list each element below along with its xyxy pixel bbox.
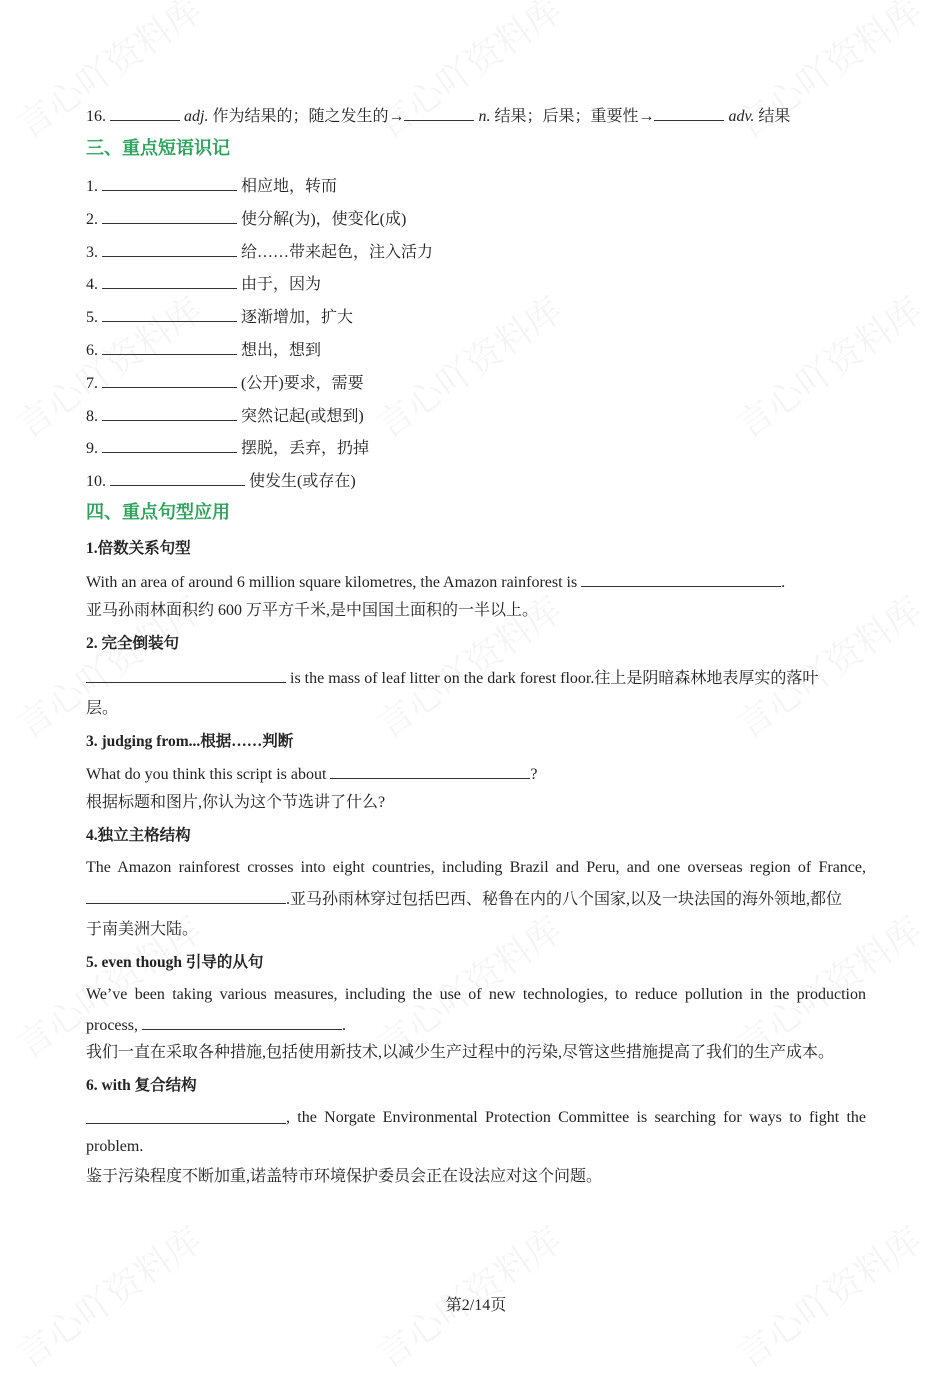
answer-blank[interactable] bbox=[102, 306, 237, 322]
phrase-meaning: 使分解(为)，使变化(成) bbox=[241, 210, 407, 228]
watermark bbox=[725, 583, 931, 749]
answer-blank[interactable] bbox=[102, 208, 237, 224]
phrase-meaning: 突然记起(或想到) bbox=[241, 407, 364, 425]
answer-blank[interactable] bbox=[102, 437, 237, 453]
sentence-en-cont: 层。 bbox=[86, 700, 119, 717]
subsection-title: 5. even though 引导的从句 bbox=[86, 954, 264, 971]
phrase-item bbox=[86, 273, 321, 295]
item-number: 3. bbox=[86, 243, 98, 261]
answer-blank[interactable] bbox=[102, 273, 237, 289]
pos-label: n. bbox=[478, 108, 491, 125]
punctuation: ? bbox=[530, 766, 538, 783]
answer-blank[interactable] bbox=[102, 372, 237, 388]
sentence-en bbox=[86, 667, 818, 689]
sentence-cn: 鉴于污染程度不断加重,诺盖特市环境保护委员会正在设法应对这个问题。 bbox=[86, 1168, 603, 1185]
pos-label: adv. bbox=[728, 108, 755, 125]
sentence-text: , the Norgate Environmental Protection Committee is searching for ways to fight the bbox=[286, 1109, 866, 1126]
phrase-item bbox=[86, 339, 321, 361]
answer-blank[interactable] bbox=[404, 105, 474, 121]
subsection-title: 2. 完全倒装句 bbox=[86, 635, 180, 652]
punctuation: . bbox=[781, 574, 786, 591]
subsection-title: 3. judging from...根据……判断 bbox=[86, 733, 294, 750]
answer-blank[interactable] bbox=[86, 1108, 286, 1124]
phrase-item bbox=[86, 405, 364, 427]
phrase-item bbox=[86, 208, 406, 230]
item-number: 5. bbox=[86, 309, 98, 327]
sentence-text: is the mass of leaf litter on the dark forest floor.往上是阴暗森林地表厚实的落叶 bbox=[290, 670, 819, 687]
answer-blank[interactable] bbox=[654, 105, 724, 121]
sentence-en bbox=[86, 1108, 866, 1128]
meaning-text: 结果；后果；重要性→ bbox=[494, 108, 655, 125]
phrase-meaning: 给……带来起色，注入活力 bbox=[241, 243, 434, 261]
phrase-meaning: 由于，因为 bbox=[241, 276, 322, 294]
phrase-meaning: 逐渐增加，扩大 bbox=[241, 309, 354, 327]
sentence-cn-cont: 于南美洲大陆。 bbox=[86, 921, 199, 938]
sentence-cn: 我们一直在采取各种措施,包括使用新技术,以减少生产过程中的污染,尽管这些措施提高了我们的生产成本。 bbox=[86, 1044, 835, 1061]
answer-blank[interactable] bbox=[581, 571, 781, 587]
item-number: 2. bbox=[86, 210, 98, 228]
sentence-en: We’ve been taking various measures, including the use of new technologies, to reduce pollution in the production bbox=[86, 986, 866, 1003]
vocab-item-16 bbox=[86, 105, 790, 127]
answer-blank[interactable] bbox=[330, 763, 530, 779]
sentence-en-cont bbox=[86, 1014, 346, 1036]
watermark bbox=[725, 283, 931, 449]
meaning-text: 作为结果的；随之发生的→ bbox=[212, 108, 405, 125]
phrase-item bbox=[86, 437, 369, 459]
answer-blank[interactable] bbox=[102, 241, 237, 257]
sentence-text: What do you think this script is about bbox=[86, 766, 327, 783]
item-number: 1. bbox=[86, 178, 98, 195]
item-number: 10. bbox=[86, 473, 106, 491]
answer-blank[interactable] bbox=[110, 470, 245, 486]
sentence-en bbox=[86, 763, 538, 785]
meaning-text: 结果 bbox=[758, 108, 791, 125]
answer-blank[interactable] bbox=[102, 175, 237, 191]
sentence-en-cont bbox=[86, 888, 842, 910]
subsection-title: 6. with 复合结构 bbox=[86, 1077, 197, 1094]
sentence-text: With an area of around 6 million square kilometres, the Amazon rainforest is bbox=[86, 574, 578, 591]
watermark bbox=[365, 283, 571, 449]
sentence-en: The Amazon rainforest crosses into eight countries, including Brazil and Peru, and one overseas region of France, bbox=[86, 859, 866, 876]
phrase-meaning: 使发生(或存在) bbox=[249, 473, 356, 491]
phrase-meaning: 想出，想到 bbox=[241, 342, 322, 359]
phrase-item bbox=[86, 372, 364, 394]
phrase-item bbox=[86, 306, 353, 328]
pos-label: adj. bbox=[184, 108, 209, 125]
answer-blank[interactable] bbox=[142, 1014, 342, 1030]
section-heading: 三、重点短语识记 bbox=[86, 138, 230, 159]
sentence-text: process, bbox=[86, 1017, 138, 1034]
punctuation: . bbox=[341, 1017, 346, 1034]
answer-blank[interactable] bbox=[102, 405, 237, 421]
item-number: 9. bbox=[86, 440, 98, 458]
sentence-text: .亚马孙雨林穿过包括巴西、秘鲁在内的八个国家,以及一块法国的海外领地,都位 bbox=[286, 891, 843, 908]
item-number: 6. bbox=[86, 342, 98, 359]
answer-blank[interactable] bbox=[102, 339, 237, 355]
answer-blank[interactable] bbox=[86, 667, 286, 683]
section-heading: 四、重点句型应用 bbox=[86, 502, 230, 523]
phrase-item bbox=[86, 241, 433, 263]
item-number: 16. bbox=[86, 108, 106, 125]
phrase-item bbox=[86, 470, 356, 492]
item-number: 7. bbox=[86, 374, 98, 392]
phrase-meaning: 相应地，转而 bbox=[241, 178, 338, 195]
sentence-cn: 亚马孙雨林面积约 600 万平方千米,是中国国土面积的一半以上。 bbox=[86, 602, 539, 619]
subsection-title: 4.独立主格结构 bbox=[86, 827, 191, 844]
sentence-en-cont: problem. bbox=[86, 1138, 144, 1155]
answer-blank[interactable] bbox=[110, 105, 180, 121]
answer-blank[interactable] bbox=[86, 888, 286, 904]
item-number: 8. bbox=[86, 407, 98, 425]
phrase-item bbox=[86, 175, 337, 197]
sentence-en bbox=[86, 571, 785, 593]
item-number: 4. bbox=[86, 276, 98, 294]
subsection-title: 1.倍数关系句型 bbox=[86, 540, 191, 557]
phrase-meaning: (公开)要求，需要 bbox=[241, 374, 364, 392]
sentence-cn: 根据标题和图片,你认为这个节选讲了什么? bbox=[86, 794, 386, 811]
page-number: 第2/14页 bbox=[445, 1297, 507, 1314]
phrase-meaning: 摆脱，丢弃，扔掉 bbox=[241, 440, 370, 458]
